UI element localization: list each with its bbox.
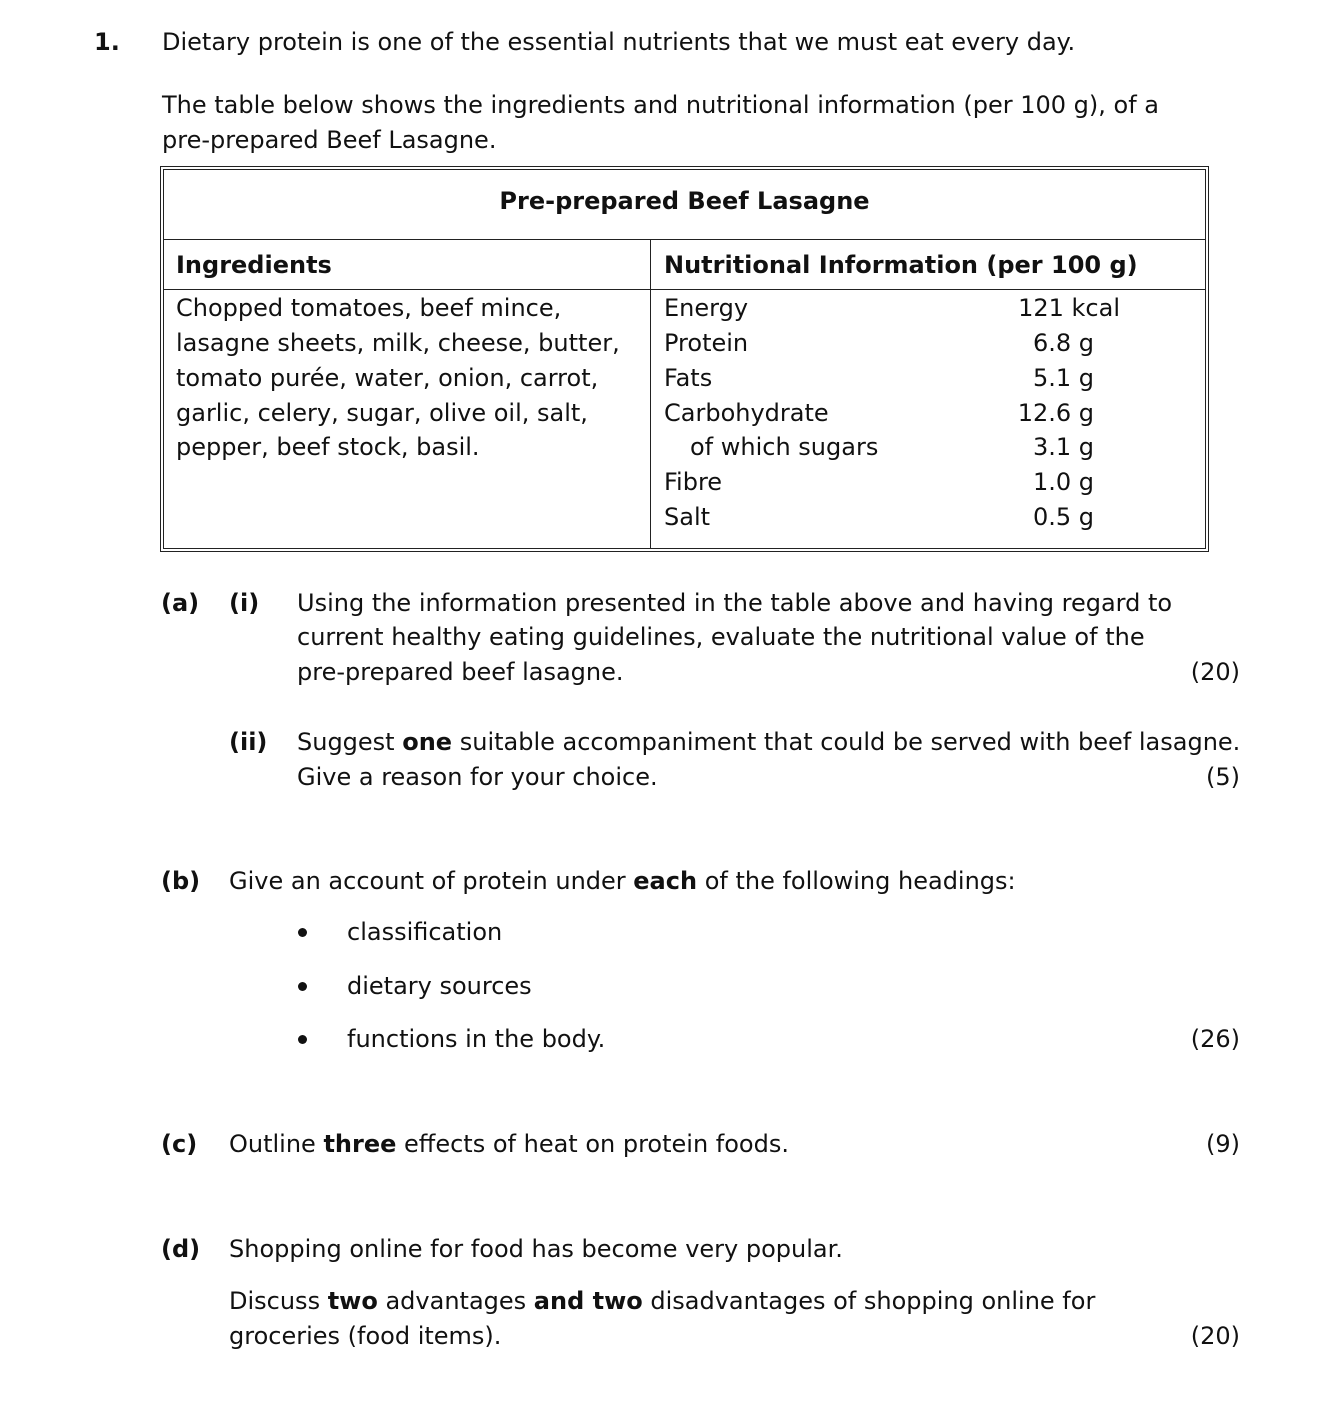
part-c-line: [229, 1127, 789, 1162]
part-a-i-line-2: current healthy eating guidelines, evaluate the nutritional value of the: [297, 623, 1145, 651]
part-a-i-line-3: pre-prepared beef lasagne.: [297, 658, 624, 686]
part-b-label: (b): [161, 867, 201, 895]
part-a-ii-line-1: [297, 725, 1240, 760]
table-intro-line-2: pre-prepared Beef Lasagne.: [162, 126, 497, 154]
part-a-ii-label: (ii): [229, 728, 268, 756]
nutrient-name: Fibre: [664, 468, 723, 496]
part-a-ii-marks: (5): [1206, 763, 1240, 791]
nutrient-name: Salt: [664, 503, 711, 531]
table-divider-title: [163, 239, 1206, 240]
ingredients-line: lasagne sheets, milk, cheese, butter,: [176, 329, 620, 357]
part-d-line-3: groceries (food items).: [229, 1322, 502, 1350]
part-b-text-post: of the following headings:: [697, 867, 1016, 895]
part-a-i-marks: (20): [1190, 658, 1240, 686]
nutrition-header: Nutritional Information (per 100 g): [664, 251, 1138, 279]
part-a-ii-text-bold: one: [402, 728, 453, 756]
nutrient-value: 3.1 g: [1032, 433, 1094, 461]
part-b-marks: (26): [1190, 1025, 1240, 1053]
bullet-dot: [298, 982, 307, 991]
nutrient-name: of which sugars: [690, 433, 879, 461]
ingredients-line: tomato purée, water, onion, carrot,: [176, 364, 599, 392]
ingredients-line: garlic, celery, sugar, olive oil, salt,: [176, 399, 588, 427]
table-column-divider: [650, 239, 651, 549]
part-b-line: [229, 864, 1016, 899]
part-c-marks: (9): [1206, 1130, 1240, 1158]
ingredients-line: Chopped tomatoes, beef mince,: [176, 294, 562, 322]
part-c-text-post: effects of heat on protein foods.: [396, 1130, 789, 1158]
part-c-text-pre: Outline: [229, 1130, 324, 1158]
bullet-dot: [298, 928, 307, 937]
part-d-line-2: [229, 1284, 1095, 1319]
nutrient-value: 1.0 g: [1032, 468, 1094, 496]
table-intro-line-1: The table below shows the ingredients and nutritional information (per 100 g), of a: [162, 91, 1159, 119]
part-b-bullet-item: functions in the body.: [347, 1025, 606, 1053]
nutrient-name: Protein: [664, 329, 749, 357]
part-b-text-bold: each: [633, 867, 698, 895]
part-d-text-post: disadvantages of shopping online for: [642, 1287, 1096, 1315]
part-d-text-bold-1: two: [327, 1287, 378, 1315]
table-title: Pre-prepared Beef Lasagne: [499, 187, 870, 215]
part-d-text-pre: Discuss: [229, 1287, 328, 1315]
table-divider-header: [163, 289, 1206, 290]
part-a-label: (a): [161, 589, 200, 617]
part-a-i-label: (i): [229, 589, 260, 617]
ingredients-header: Ingredients: [176, 251, 332, 279]
question-number: 1.: [94, 28, 120, 56]
nutrient-value: 121 kcal: [1018, 294, 1120, 322]
part-d-label: (d): [161, 1235, 201, 1263]
part-b-bullet-item: classification: [347, 918, 503, 946]
question-intro: Dietary protein is one of the essential nutrients that we must eat every day.: [162, 28, 1076, 56]
bullet-dot: [298, 1035, 307, 1044]
nutrient-value: 5.1 g: [1032, 364, 1094, 392]
part-a-i-line-1: Using the information presented in the table above and having regard to: [297, 589, 1173, 617]
part-b-text-pre: Give an account of protein under: [229, 867, 634, 895]
ingredients-line: pepper, beef stock, basil.: [176, 433, 480, 461]
part-c-label: (c): [161, 1130, 198, 1158]
nutrient-value: 12.6 g: [1017, 399, 1094, 427]
part-d-text-mid: advantages: [377, 1287, 534, 1315]
part-a-ii-text-pre: Suggest: [297, 728, 403, 756]
nutrient-value: 0.5 g: [1032, 503, 1094, 531]
part-d-marks: (20): [1190, 1322, 1240, 1350]
nutrient-value: 6.8 g: [1032, 329, 1094, 357]
part-d-text-bold-2: and two: [533, 1287, 643, 1315]
nutrient-name: Energy: [664, 294, 749, 322]
nutrient-name: Fats: [664, 364, 713, 392]
part-b-bullet-item: dietary sources: [347, 972, 532, 1000]
part-d-line-1: Shopping online for food has become very popular.: [229, 1235, 843, 1263]
part-a-ii-line-2: Give a reason for your choice.: [297, 763, 658, 791]
part-a-ii-text-post: suitable accompaniment that could be served with beef lasagne.: [452, 728, 1241, 756]
part-c-text-bold: three: [323, 1130, 397, 1158]
nutrient-name: Carbohydrate: [664, 399, 829, 427]
